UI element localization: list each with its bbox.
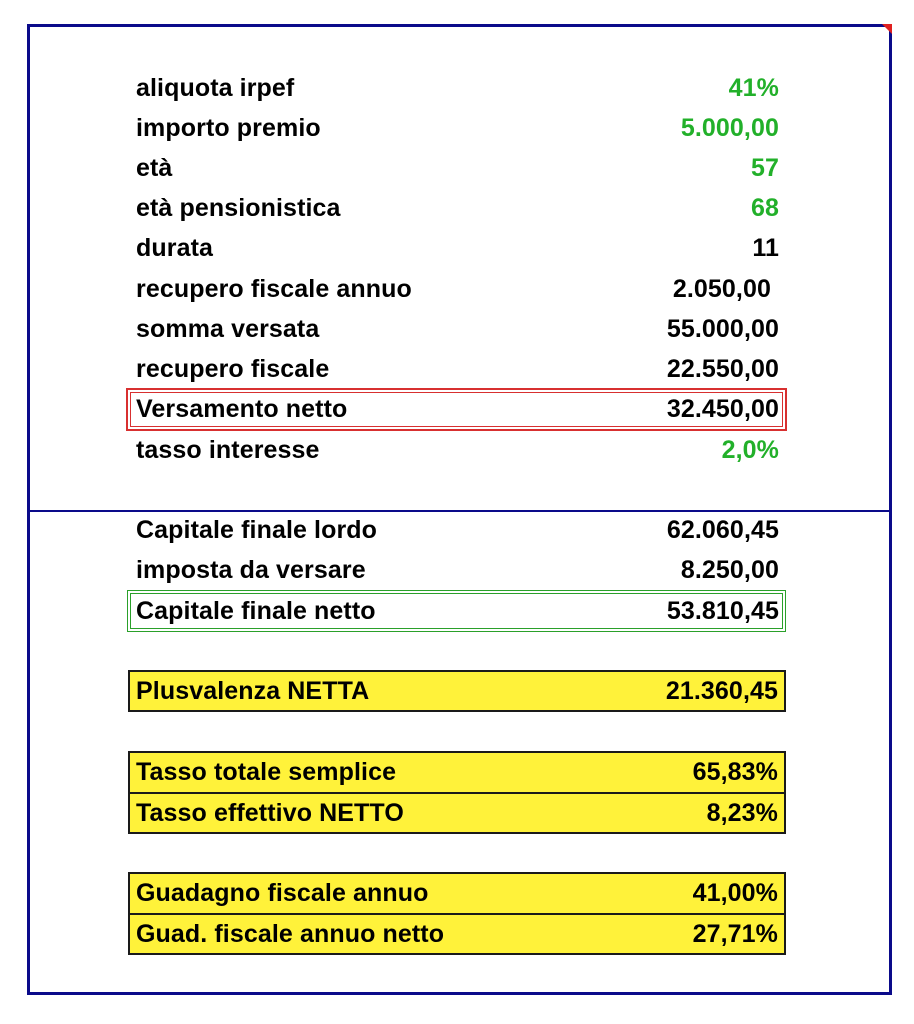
row-versamento-netto xyxy=(127,389,786,430)
row-value[interactable]: 68 xyxy=(750,193,779,222)
row-recupero-fiscale-annuo xyxy=(130,269,785,309)
row-capitale-finale-netto xyxy=(127,590,786,632)
row-value[interactable]: 41% xyxy=(728,73,779,102)
row-label: Guad. fiscale annuo netto xyxy=(136,919,445,948)
guadagno-box xyxy=(128,872,786,955)
row-value: 21.360,45 xyxy=(665,676,778,705)
row-value: 27,71% xyxy=(692,919,778,948)
row-label: somma versata xyxy=(136,314,320,343)
row-tasso-totale-semplice xyxy=(130,753,784,792)
row-label: Guadagno fiscale annuo xyxy=(136,879,429,907)
row-value: 62.060,45 xyxy=(666,515,779,544)
row-value: 11 xyxy=(752,233,779,262)
row-tasso-effettivo-netto xyxy=(130,792,784,832)
row-eta-pensionistica xyxy=(130,188,785,228)
row-label: Versamento netto xyxy=(136,395,348,423)
row-aliquota-irpef xyxy=(130,68,785,108)
row-label: aliquota irpef xyxy=(136,73,295,102)
row-label: Capitale finale netto xyxy=(136,596,376,625)
row-label: imposta da versare xyxy=(136,555,366,584)
row-value: 65,83% xyxy=(692,758,778,786)
row-tasso-interesse xyxy=(130,430,785,470)
row-value: 32.450,00 xyxy=(666,395,779,423)
row-label: età xyxy=(136,153,173,182)
row-value[interactable]: 5.000,00 xyxy=(680,113,779,142)
row-label: durata xyxy=(136,233,214,262)
row-durata xyxy=(130,228,785,268)
row-label: Plusvalenza NETTA xyxy=(136,676,370,705)
row-label: età pensionistica xyxy=(136,193,341,222)
row-value: 41,00% xyxy=(692,879,778,907)
row-eta xyxy=(130,148,785,188)
row-label: Tasso effettivo NETTO xyxy=(136,798,404,827)
row-recupero-fiscale xyxy=(130,349,785,389)
row-somma-versata xyxy=(130,309,785,349)
row-label: importo premio xyxy=(136,113,321,142)
row-guadagno-fiscale-annuo-netto xyxy=(130,913,784,953)
row-value[interactable]: 2,0% xyxy=(721,435,779,464)
row-value: 22.550,00 xyxy=(666,354,779,383)
row-label: tasso interesse xyxy=(136,435,320,464)
row-importo-premio xyxy=(130,108,785,148)
plusvalenza-box xyxy=(128,670,786,712)
row-capitale-finale-lordo xyxy=(130,510,785,550)
row-imposta-da-versare xyxy=(130,550,785,590)
row-value[interactable]: 57 xyxy=(750,153,779,182)
row-guadagno-fiscale-annuo xyxy=(130,874,784,913)
tassi-box xyxy=(128,751,786,834)
row-value: 53.810,45 xyxy=(666,596,779,625)
corner-marker xyxy=(882,24,892,34)
row-value: 2.050,00 xyxy=(672,274,771,303)
row-plusvalenza-netta xyxy=(130,672,784,710)
row-label: Tasso totale semplice xyxy=(136,758,397,786)
row-label: recupero fiscale annuo xyxy=(136,274,412,303)
row-value: 55.000,00 xyxy=(666,314,779,343)
row-label: recupero fiscale xyxy=(136,354,330,383)
row-value: 8,23% xyxy=(706,798,778,827)
row-label: Capitale finale lordo xyxy=(136,515,378,544)
row-value: 8.250,00 xyxy=(680,555,779,584)
